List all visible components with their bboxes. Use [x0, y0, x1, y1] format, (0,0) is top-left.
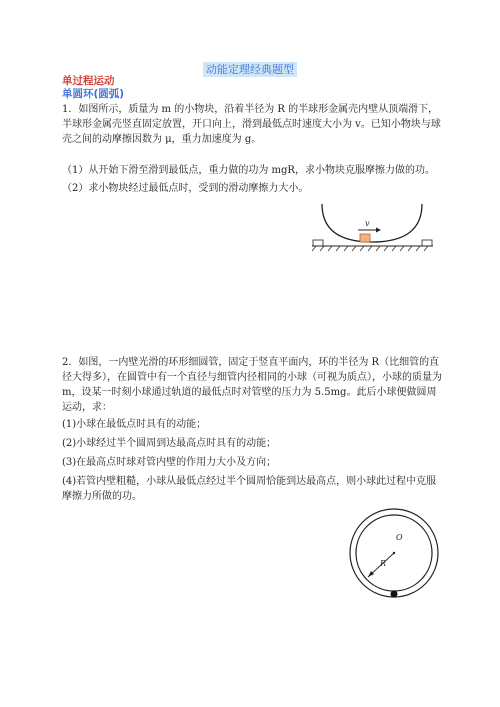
- circular-tube-figure: [344, 505, 444, 603]
- center-label: O: [396, 533, 403, 542]
- question-2-part-1: (1)小球在最低点时具有的动能；: [62, 419, 207, 430]
- hemisphere-shell-figure: [310, 200, 435, 255]
- small-ball: [391, 591, 398, 598]
- question-2-part-4: (4)若管内壁粗糙，小球从最低点经过半个圆周恰能到达最高点，则小球此过程中克服摩擦力所做的功。: [62, 476, 437, 502]
- small-block: [360, 234, 370, 242]
- question-1-part-1: （1）从开始下滑至滑到最低点，重力做的功为 mgR，求小物块克服摩擦力做的功。: [62, 165, 435, 176]
- radius-label: R: [380, 559, 387, 568]
- question-1-stem: 1．如图所示，质量为 m 的小物块，沿着半径为 R 的半球形金属壳内壁从顶端滑下，半球形金属壳竖直固定放置，开口向上，滑到最低点时速度大小为 v。已知小物块与球壳之间的动摩擦因数为 μ，重力加速度为 g。: [62, 104, 441, 145]
- question-2-stem: 2．如图，一内壁光滑的环形细圆管，固定于竖直平面内，环的半径为 R（比细管的直径大得多），在圆管中有一个直径与细管内径相同的小球（可视为质点），小球的质量为 m，设某一时刻小球通过轨道的最低点时对管壁的压力为 5.5mg。此后小球便做圆周运动，求：: [62, 357, 442, 413]
- question-1-part-2: （2）求小物块经过最低点时，受到的滑动摩擦力大小。: [62, 183, 309, 194]
- velocity-label: v: [365, 219, 370, 228]
- document-title: 动能定理经典题型: [0, 61, 500, 77]
- section-heading-single-ring: 单圆环(圆弧): [62, 88, 125, 100]
- question-2-part-3: (3)在最高点时球对管内壁的作用力大小及方向；: [62, 457, 277, 468]
- section-heading-single-process: 单过程运动: [62, 75, 115, 87]
- question-2-part-2: (2)小球经过半个圆周到达最高点时具有的动能；: [62, 438, 277, 449]
